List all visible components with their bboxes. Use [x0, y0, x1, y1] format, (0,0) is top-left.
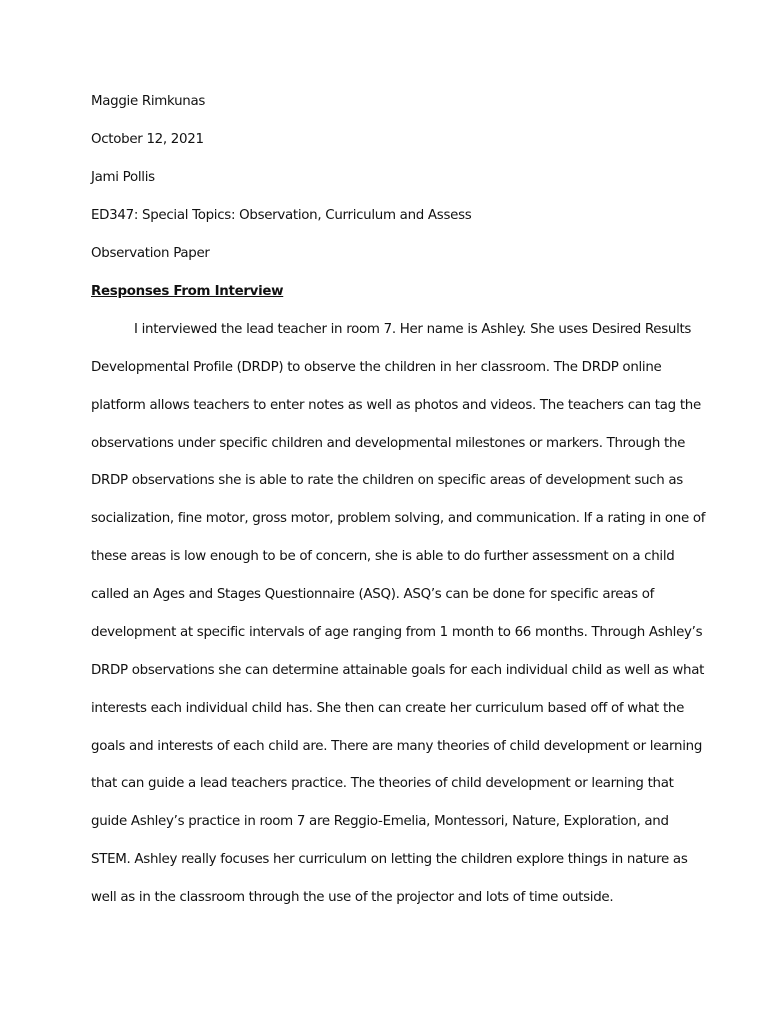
paragraph-line: guide Ashley’s practice in room 7 are Reggio-Emelia, Montessori, Nature, Exploration, and: [91, 814, 669, 829]
paragraph-line: socialization, fine motor, gross motor, problem solving, and communication. If a rating in one of: [91, 511, 706, 526]
paragraph-line: DRDP observations she is able to rate the children on specific areas of development such as: [91, 473, 683, 488]
paragraph-line: called an Ages and Stages Questionnaire (ASQ). ASQ’s can be done for specific areas of: [91, 587, 655, 602]
student-name: Maggie Rimkunas: [91, 94, 206, 109]
paragraph-line: goals and interests of each child are. There are many theories of child development or learning: [91, 739, 703, 754]
paragraph-line: interests each individual child has. She then can create her curriculum based off of what the: [91, 701, 685, 716]
paragraph-line: I interviewed the lead teacher in room 7. Her name is Ashley. She uses Desired Results: [134, 322, 692, 337]
paragraph-line: development at specific intervals of age ranging from 1 month to 66 months. Through Ashley’s: [91, 625, 703, 640]
paragraph-line: these areas is low enough to be of concern, she is able to do further assessment on a child: [91, 549, 675, 564]
section-heading: Responses From Interview: [91, 284, 284, 299]
paragraph-line: that can guide a lead teachers practice. The theories of child development or learning that: [91, 776, 674, 791]
paragraph-line: Developmental Profile (DRDP) to observe the children in her classroom. The DRDP online: [91, 360, 662, 375]
course-title: ED347: Special Topics: Observation, Curriculum and Assess: [91, 208, 472, 223]
paragraph-line: STEM. Ashley really focuses her curriculum on letting the children explore things in nature as: [91, 852, 688, 867]
paragraph-line: observations under specific children and developmental milestones or markers. Through the: [91, 436, 686, 451]
paragraph-line: well as in the classroom through the use of the projector and lots of time outside.: [91, 890, 614, 905]
assignment-title: Observation Paper: [91, 246, 210, 261]
instructor-name: Jami Pollis: [91, 170, 155, 185]
paragraph-line: DRDP observations she can determine attainable goals for each individual child as well as what: [91, 663, 705, 678]
paragraph-line: platform allows teachers to enter notes as well as photos and videos. The teachers can tag the: [91, 398, 701, 413]
date-line: October 12, 2021: [91, 132, 204, 147]
